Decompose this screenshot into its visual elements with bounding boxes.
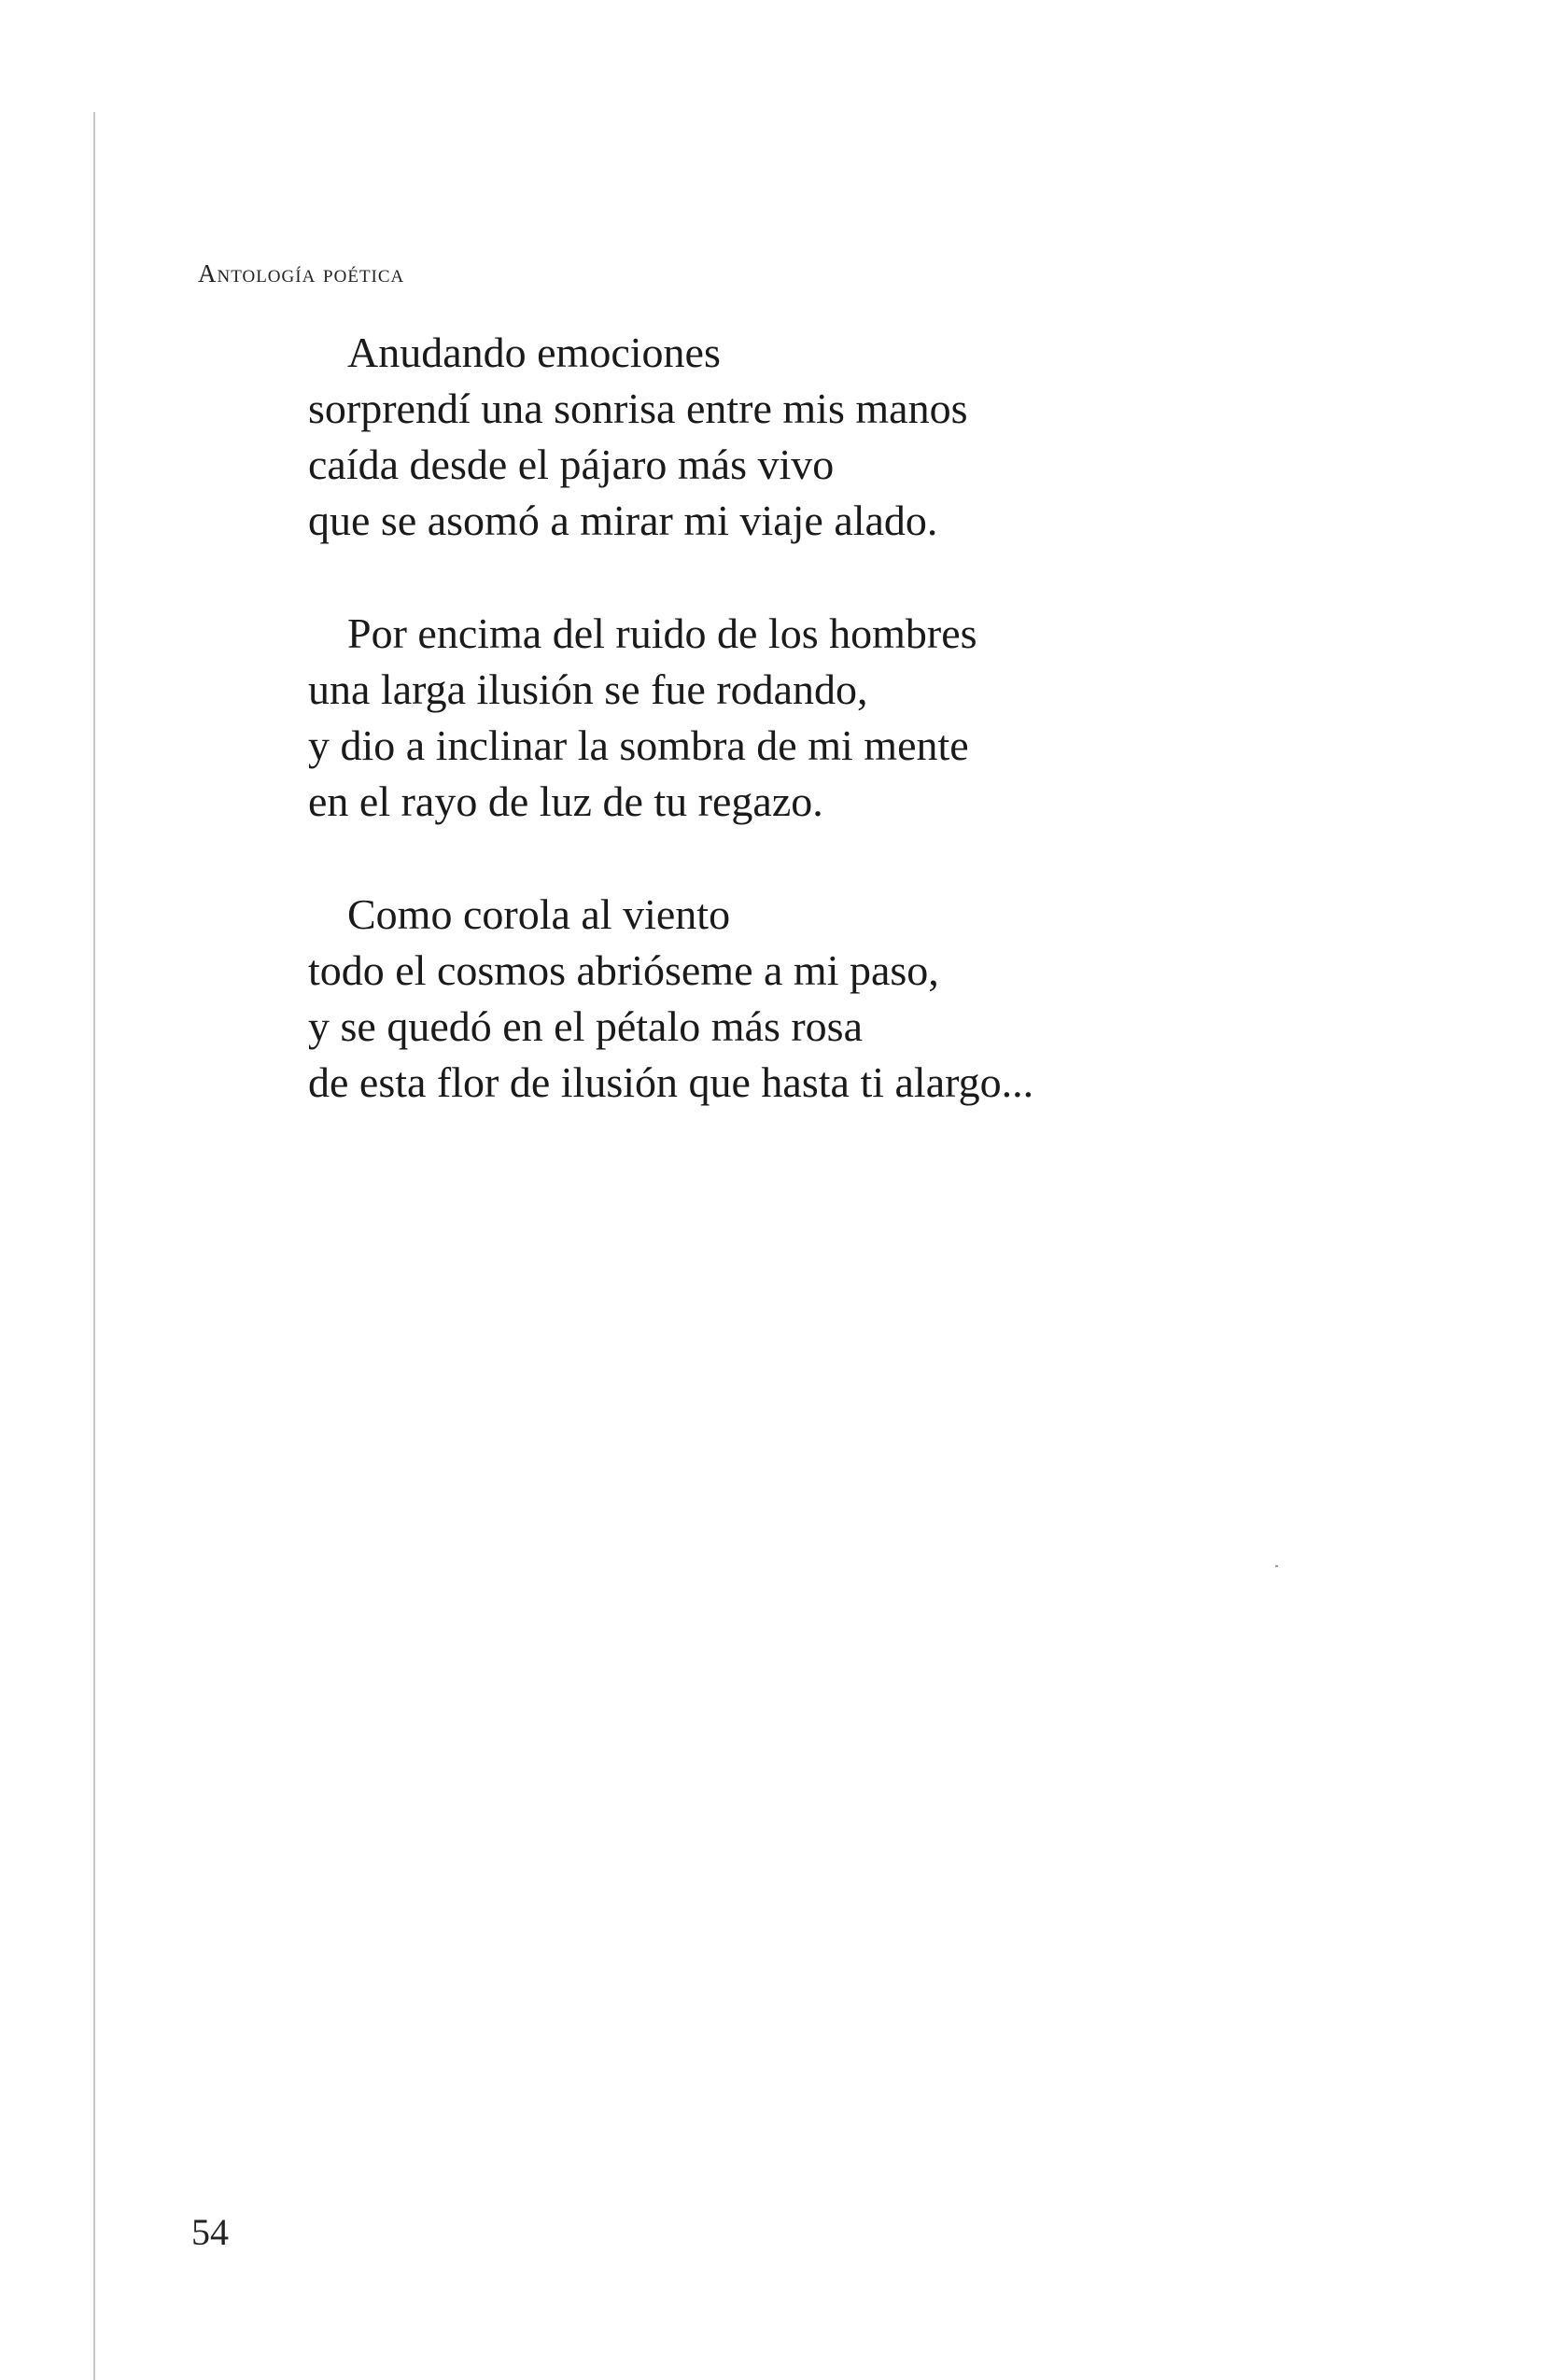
stanza-3: [308, 887, 1382, 1111]
gutter-line: [93, 112, 95, 2380]
poem-line: y se quedó en el pétalo más rosa: [308, 1002, 863, 1050]
poem-line: Por encima del ruido de los hombres: [347, 609, 977, 657]
scan-speck: [1275, 1565, 1278, 1567]
poem-line: que se asomó a mirar mi viaje alado.: [308, 497, 938, 544]
stanza-2: [308, 606, 1382, 830]
poem-line: caída desde el pájaro más vivo: [308, 441, 835, 488]
poem-line: Anudando emociones: [347, 329, 721, 376]
poem: [308, 325, 1382, 1168]
poem-line: Como corola al viento: [347, 890, 731, 938]
stanza-1: [308, 325, 1382, 549]
poem-line: una larga ilusión se fue rodando,: [308, 665, 868, 713]
poem-line: todo el cosmos abrióseme a mi paso,: [308, 946, 939, 994]
poem-line: en el rayo de luz de tu regazo.: [308, 777, 823, 825]
page-number: 54: [191, 2211, 229, 2253]
poem-line: sorprendí una sonrisa entre mis manos: [308, 385, 968, 432]
running-head: Antología poética: [198, 259, 405, 287]
poem-line: de esta flor de ilusión que hasta ti alargo...: [308, 1058, 1034, 1106]
poem-line: y dio a inclinar la sombra de mi mente: [308, 721, 969, 769]
